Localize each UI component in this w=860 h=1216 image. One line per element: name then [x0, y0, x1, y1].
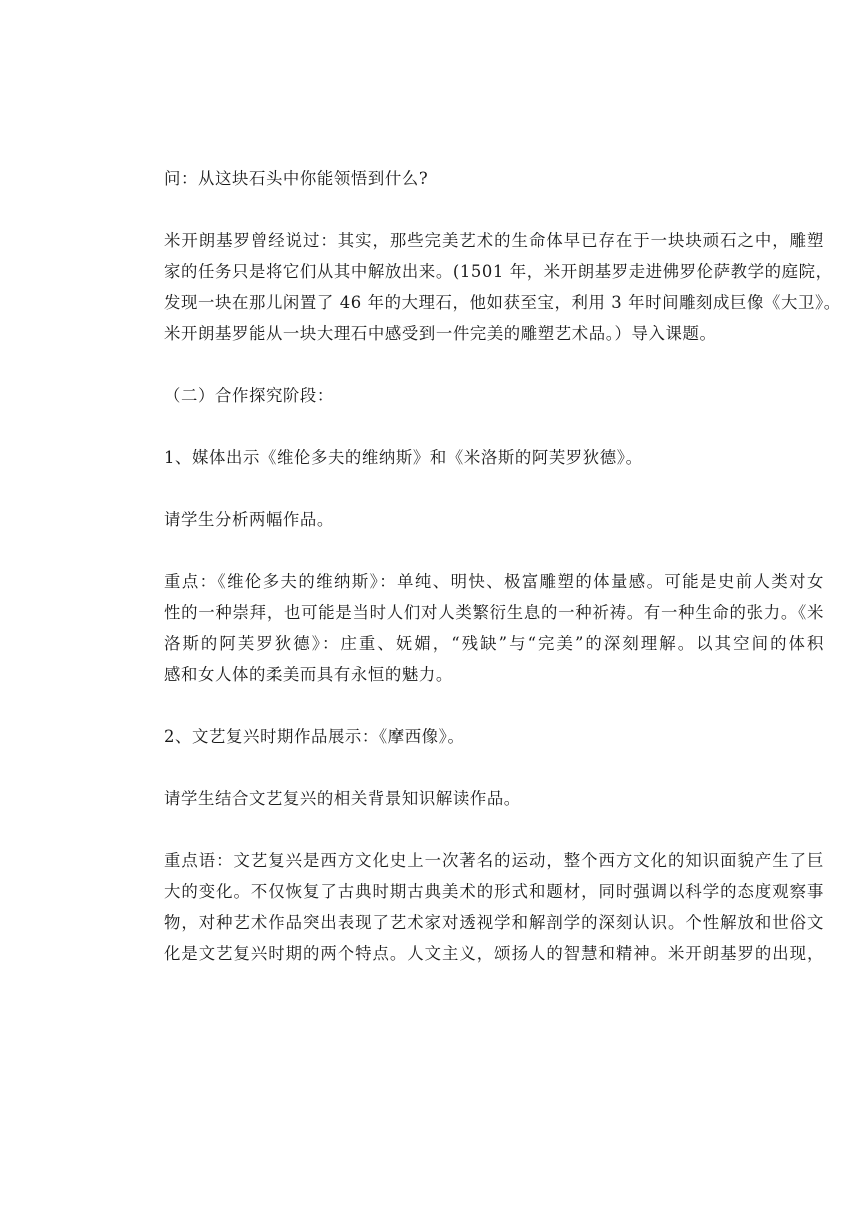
text-line: 请学生分析两幅作品。	[164, 510, 334, 529]
text-line: 2、文艺复兴时期作品展示：《摩西像》。	[164, 727, 465, 746]
text-line: 感和女人体的柔美而具有永恒的魅力。	[164, 665, 453, 684]
list-item-1-focus	[164, 566, 824, 690]
document-body	[164, 163, 841, 969]
text-line: 洛斯的阿芙罗狄德》：庄重、妩媚，“残缺”与“完美”的深刻理解。以其空间的体积	[164, 634, 824, 653]
text-line: 性的一种崇拜，也可能是当时人们对人类繁衍生息的一种祈祷。有一种生命的张力。《米	[164, 603, 824, 622]
section-heading	[164, 380, 824, 411]
text-line: 1、媒体出示《维伦多夫的维纳斯》和《米洛斯的阿芙罗狄德》。	[164, 448, 643, 467]
text-line: 重点语：文艺复兴是西方文化史上一次著名的运动，整个西方文化的知识面貌产生了巨	[164, 851, 824, 870]
list-item-1-task	[164, 504, 824, 535]
paragraph-michelangelo-quote	[164, 225, 841, 349]
text-line: 发现一块在那儿闲置了 46 年的大理石，他如获至宝，利用 3 年时间雕刻成巨像《大卫》。	[164, 293, 841, 312]
text-line: 问：从这块石头中你能领悟到什么?	[164, 169, 429, 188]
text-line: 米开朗基罗曾经说过：其实，那些完美艺术的生命体早已存在于一块块顽石之中，雕塑	[164, 231, 824, 250]
text-line: 化是文艺复兴时期的两个特点。人文主义，颂扬人的智慧和精神。米开朗基罗的出现，	[164, 944, 824, 963]
text-line: （二）合作探究阶段：	[164, 386, 334, 405]
text-line: 大的变化。不仅恢复了古典时期古典美术的形式和题材，同时强调以科学的态度观察事	[164, 882, 824, 901]
text-line: 物，对种艺术作品突出表现了艺术家对透视学和解剖学的深刻认识。个性解放和世俗文	[164, 913, 824, 932]
list-item-2-focus	[164, 845, 824, 969]
text-line: 家的任务只是将它们从其中解放出来。(1501 年，米开朗基罗走进佛罗伦萨教学的庭院，	[164, 262, 833, 281]
paragraph-question	[164, 163, 824, 194]
list-item-2	[164, 721, 824, 752]
text-line: 重点：《维伦多夫的维纳斯》：单纯、明快、极富雕塑的体量感。可能是史前人类对女	[164, 572, 824, 591]
list-item-1	[164, 442, 824, 473]
list-item-2-task	[164, 783, 824, 814]
text-line: 请学生结合文艺复兴的相关背景知识解读作品。	[164, 789, 521, 808]
text-line: 米开朗基罗能从一块大理石中感受到一件完美的雕塑艺术品。）导入课题。	[164, 324, 717, 343]
